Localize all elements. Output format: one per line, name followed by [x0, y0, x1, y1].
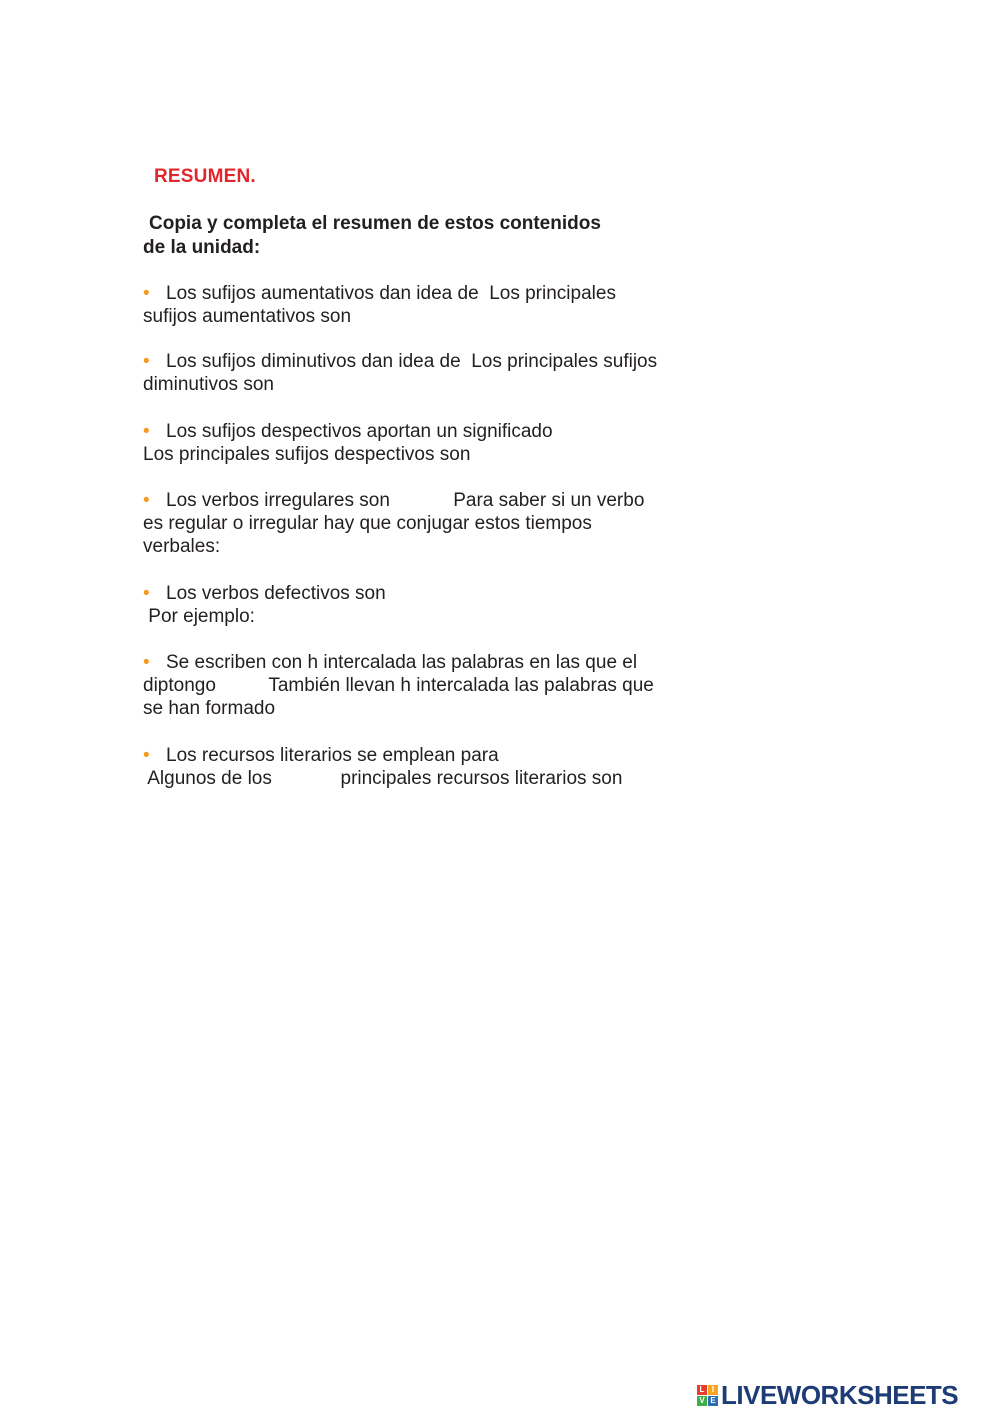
- instructions: [143, 212, 663, 260]
- item-line: diptongo También llevan h intercalada las palabras que: [143, 675, 654, 696]
- item-line: • Los sufijos diminutivos dan idea de Los principales sufijos: [143, 351, 658, 372]
- item-line: sufijos aumentativos son: [143, 306, 352, 327]
- item-line: diminutivos son: [143, 374, 274, 395]
- bullet-icon: •: [143, 490, 150, 511]
- summary-item-verbos-defectivos: [143, 582, 703, 628]
- item-line: • Los verbos irregulares son Para saber si un verbo: [143, 490, 645, 511]
- bullet-icon: •: [143, 421, 150, 442]
- item-line: Algunos de los principales recursos literarios son: [143, 768, 623, 789]
- summary-item-diminutivos: [143, 350, 703, 396]
- item-line: • Los verbos defectivos son: [143, 583, 386, 604]
- item-line: • Se escriben con h intercalada las palabras en las que el: [143, 652, 638, 673]
- bullet-icon: •: [143, 745, 150, 766]
- live-badge-icon: L I V E: [697, 1385, 718, 1406]
- bullet-icon: •: [143, 652, 150, 673]
- item-line: verbales:: [143, 536, 221, 557]
- bullet-icon: •: [143, 351, 150, 372]
- summary-item-h-intercalada: [143, 651, 703, 720]
- instructions-line-1: Copia y completa el resumen de estos contenidos: [149, 213, 601, 234]
- item-line: se han formado: [143, 698, 276, 719]
- item-line: • Los sufijos despectivos aportan un significado: [143, 421, 553, 442]
- page-title: RESUMEN.: [154, 166, 256, 187]
- brand-name: LIVEWORKSHEETS: [721, 1379, 959, 1410]
- instructions-line-2: de la unidad:: [143, 237, 261, 258]
- item-line: Por ejemplo:: [143, 606, 255, 627]
- liveworksheets-logo: [697, 1380, 958, 1410]
- bullet-icon: •: [143, 583, 150, 604]
- summary-item-verbos-irregulares: [143, 489, 703, 558]
- bullet-icon: •: [143, 283, 150, 304]
- item-line: • Los sufijos aumentativos dan idea de Los principales: [143, 283, 616, 304]
- summary-item-recursos-literarios: [143, 744, 703, 790]
- item-line: • Los recursos literarios se emplean para: [143, 745, 499, 766]
- summary-item-aumentativos: [143, 282, 703, 328]
- summary-item-despectivos: [143, 420, 703, 466]
- item-line: Los principales sufijos despectivos son: [143, 444, 471, 465]
- item-line: es regular o irregular hay que conjugar estos tiempos: [143, 513, 592, 534]
